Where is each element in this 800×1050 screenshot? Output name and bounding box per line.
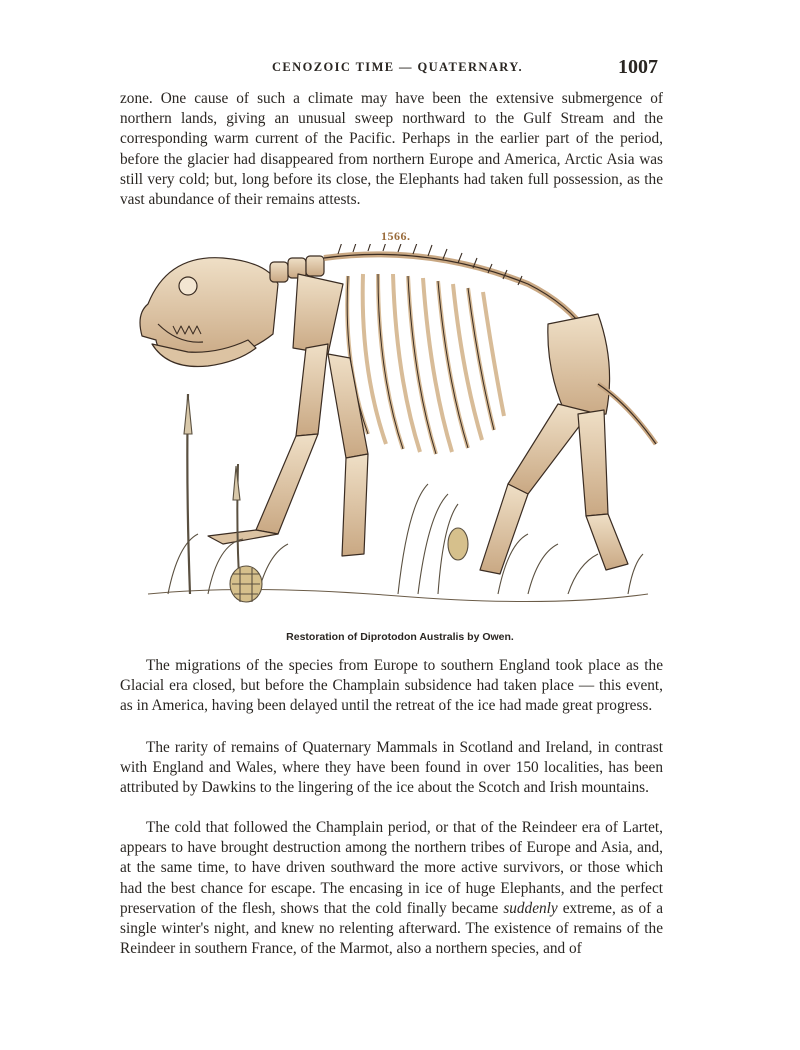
ribcage: [347, 274, 504, 454]
front-leg-lower: [256, 434, 318, 534]
running-head: [0, 56, 800, 80]
running-title: CENOZOIC TIME — QUATERNARY.: [272, 60, 524, 74]
pelvis: [548, 314, 610, 419]
paragraph-2: The migrations of the species from Europe to southern England took place as the Glacial era closed, but before the Champlain subsidence had taken place — this event, as in America, having been delayed until the retreat of the ice had made great progress.: [120, 657, 663, 715]
skeleton-illustration: [128, 244, 668, 619]
front-leg-upper: [296, 344, 328, 436]
emphasis-suddenly: suddenly: [503, 899, 558, 917]
paragraph-4: [120, 818, 663, 959]
figure-diprotodon-skeleton: [128, 244, 668, 619]
page-number: 1007: [618, 56, 658, 78]
front-leg-2-upper: [328, 354, 368, 458]
paragraph-3: The rarity of remains of Quaternary Mammals in Scotland and Ireland, in contrast with England and Wales, where they have been found in over 150 localities, has been attributed by Dawkins to the lingering of the ice about the Scotch and Irish mountains.: [120, 739, 663, 797]
hind-leg-2-lower: [586, 514, 628, 570]
front-leg-2-lower: [342, 454, 368, 556]
figure-caption: Restoration of Diprotodon Australis by Owen.: [286, 631, 514, 643]
paragraph-4-text-a: The cold that followed the Champlain period, or that of the Reindeer era of Lartet, appears to have brought destruction among the northern tribes of Europe and Asia, and, at the same time, to have driven southward the more active survivors, or those which had the best chance for escape. The encasing in ice of huge Elephants, and the perfect preservation of the flesh, shows that the cold finally became: [120, 819, 663, 917]
paragraph-4-text-b: extreme, as of a single winter's night, and knew no relenting afterward. The existence of remains of the Reindeer in southern France, of the Marmot, also a northern species, and of: [120, 899, 664, 958]
figure-number: 1566.: [381, 229, 411, 243]
scapula: [293, 274, 343, 354]
paragraph-1: zone. One cause of such a climate may have been the extensive submergence of northern lands, giving an unusual sweep northward to the Gulf Stream and the corresponding warm current of the Pacific. Perhaps in the earlier part of the period, before the glacier had disappeared from northern Europe and America, Arctic Asia was still very cold; but, long before its close, the Elephants had taken full possession, as the vast abundance of their remains attests.: [120, 90, 663, 209]
hind-leg-lower: [480, 484, 528, 574]
hind-leg-2-upper: [578, 410, 608, 516]
tail: [598, 384, 656, 444]
